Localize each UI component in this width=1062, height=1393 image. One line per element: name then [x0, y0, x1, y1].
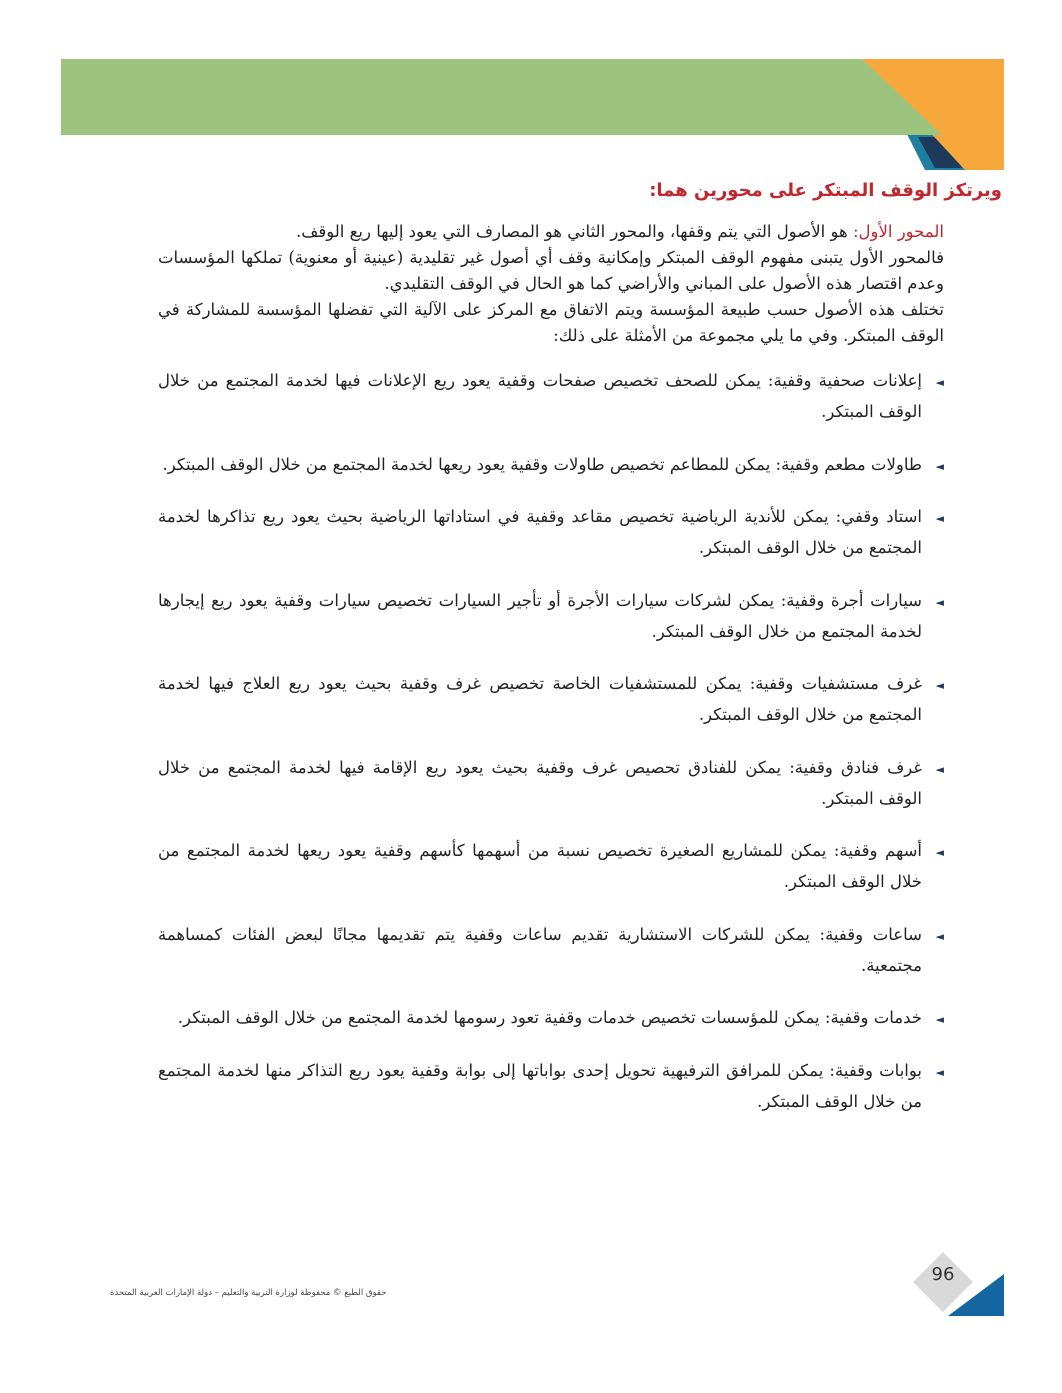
axis-one-text: هو الأصول التي يتم وقفها، والمحور الثاني هو المصارف التي يعود إليها ريع الوقف.	[296, 222, 853, 241]
examples-list	[158, 365, 944, 1117]
main-content	[158, 219, 944, 1117]
arrow-bullet-icon: ◄	[935, 762, 944, 776]
list-item-text: إعلانات صحفية وقفية: يمكن للصحف تخصيص صفحات وقفية يعود ريع الإعلانات فيها لخدمة المجتمع من خلال الوقف المبتكر.	[158, 371, 922, 421]
list-item-text: غرف مستشفيات وقفية: يمكن للمستشفيات الخاصة تخصيص غرف وقفية بحيث يعود ريع العلاج فيها لخدمة المجتمع من خلال الوقف المبتكر.	[158, 674, 922, 724]
arrow-bullet-icon: ◄	[935, 459, 944, 473]
list-item-text: استاد وقفي: يمكن للأندية الرياضية تخصيص مقاعد وقفية في استاداتها الرياضية بحيث يعود ريع تذاكرها لخدمة المجتمع من خلال الوقف المبتكر.	[158, 507, 922, 557]
list-item	[158, 1002, 944, 1033]
list-item	[158, 919, 944, 981]
list-item	[158, 752, 944, 814]
paragraph-first-axis: فالمحور الأول يتبنى مفهوم الوقف المبتكر وإمكانية وقف أي أصول غير تقليدية (عينية أو معنوية) تملكها المؤسسات وعدم اقتصار هذه الأصول على المباني والأراضي كما هو الحال في الوقف التقليدي.	[158, 248, 944, 293]
list-item-text: بوابات وقفية: يمكن للمرافق الترفيهية تحويل إحدى بواباتها إلى بوابة وقفية يعود ريع التذاكر منها لخدمة المجتمع من خلال الوقف المبتكر.	[158, 1060, 922, 1111]
arrow-bullet-icon: ◄	[935, 376, 944, 389]
list-item	[158, 501, 944, 563]
list-item	[158, 585, 944, 647]
axis-one-paragraph	[158, 219, 944, 245]
header-banner	[0, 0, 1062, 175]
banner-green-bar	[61, 59, 942, 135]
arrow-bullet-icon: ◄	[935, 595, 944, 609]
paragraph-assets: تختلف هذه الأصول حسب طبيعة المؤسسة ويتم الاتفاق مع المركز على الآلية التي تفضلها المؤسسة للمشاركة في الوقف المبتكر. وفي ما يلي مجموعة من الأمثلة على ذلك:	[158, 300, 944, 345]
list-item	[158, 835, 944, 897]
arrow-bullet-icon: ◄	[935, 679, 944, 692]
list-item-text: غرف فنادق وقفية: يمكن للفنادق تحصيص غرف وقفية بحيث يعود ريع الإقامة فيها لخدمة المجتمع من خلال الوقف المبتكر.	[158, 757, 922, 808]
list-item-text: أسهم وقفية: يمكن للمشاريع الصغيرة تخصيص نسبة من أسهمها كأسهم وقفية يعود ريعها لخدمة المجتمع من خلال الوقف المبتكر.	[158, 841, 922, 891]
list-item	[158, 668, 944, 730]
copyright-notice: حقوق الطبع © محفوظة لوزارة التربية والتعليم – دولة الإمارات العربية المتحدة	[110, 1288, 387, 1298]
section-heading: ويرتكز الوقف المبتكر على محورين هما:	[649, 180, 1002, 201]
axis-one-label: المحور الأول:	[852, 222, 944, 241]
list-item-text: سيارات أجرة وقفية: يمكن لشركات سيارات الأجرة أو تأجير السيارات تخصيص سيارات وقفية يعود ريع إيجارها لخدمة المجتمع من خلال الوقف المبتكر.	[158, 590, 922, 641]
arrow-bullet-icon: ◄	[935, 512, 944, 525]
list-item	[158, 365, 944, 427]
page-number: 96	[931, 1264, 955, 1285]
list-item	[158, 449, 944, 480]
arrow-bullet-icon: ◄	[935, 929, 944, 943]
arrow-bullet-icon: ◄	[935, 846, 944, 859]
list-item-text: طاولات مطعم وقفية: يمكن للمطاعم تخصيص طاولات وقفية يعود ريعها لخدمة المجتمع من خلال الوقف المبتكر.	[162, 454, 922, 474]
arrow-bullet-icon: ◄	[935, 1065, 944, 1079]
list-item-text: ساعات وقفية: يمكن للشركات الاستشارية تقديم ساعات وقفية يتم تقديمها مجانًا لبعض الفئات كمساهمة مجتمعية.	[158, 924, 922, 975]
list-item	[158, 1055, 944, 1117]
arrow-bullet-icon: ◄	[935, 1013, 944, 1026]
list-item-text: خدمات وقفية: يمكن للمؤسسات تخصيص خدمات وقفية تعود رسومها لخدمة المجتمع من خلال الوقف المبتكر.	[177, 1008, 922, 1027]
